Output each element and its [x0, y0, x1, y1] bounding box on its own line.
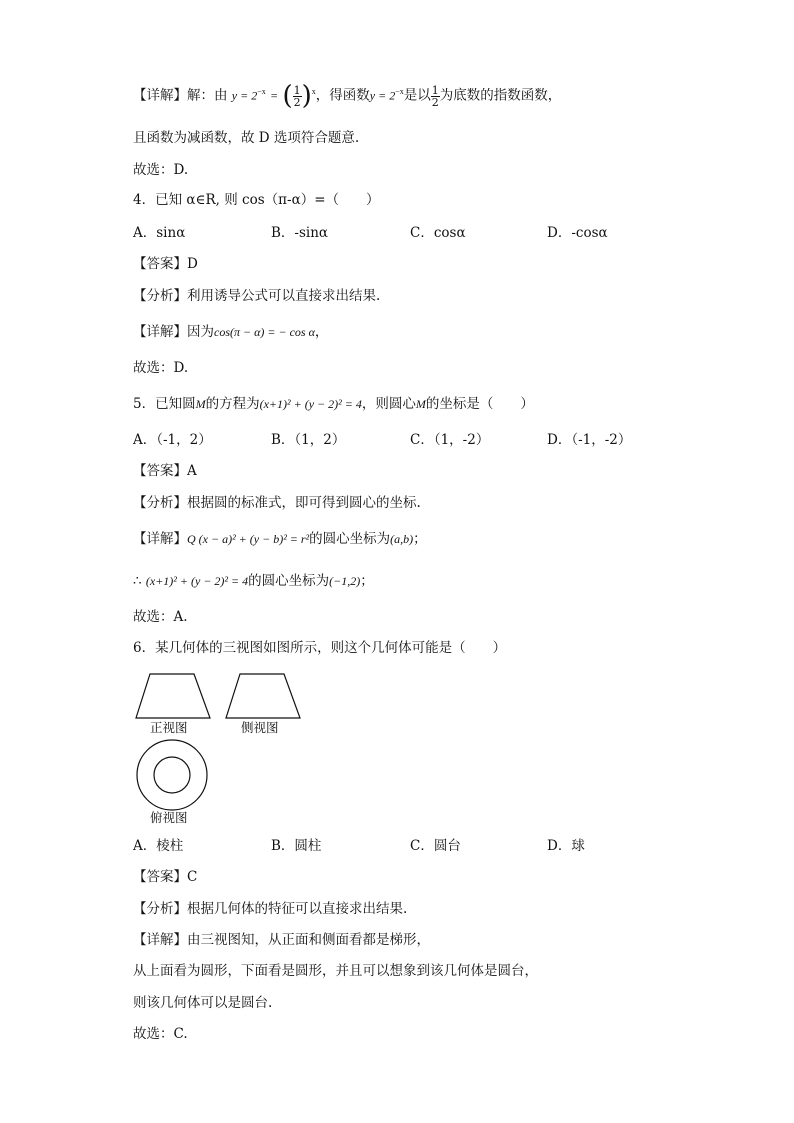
q5-line2-mid: 的圆心坐标为: [248, 573, 330, 589]
q4-detail-pre: 因为: [187, 324, 214, 340]
therefore-symbol: ∴: [133, 573, 142, 589]
q5-line2: [133, 571, 374, 591]
top-view-circles: [134, 738, 210, 812]
answer-tag: 【答案】: [133, 869, 187, 885]
q5-stem-math: (x+1)² + (y − 2)² = 4: [259, 397, 362, 411]
q5-line2-point: (−1,2): [329, 574, 361, 588]
q5-stem-mid2: ，则圆心: [361, 396, 416, 412]
q6-stem: 6．某几何体的三视图如图所示，则这个几何体可能是（ ）: [133, 640, 507, 656]
q5-option-d: D．（-1，-2）: [547, 432, 632, 448]
q5-stem-post: 的坐标是（ ）: [425, 396, 534, 412]
q4-option-c: C．cosα: [410, 225, 466, 241]
q4-analysis-text: 利用诱导公式可以直接求出结果.: [187, 288, 381, 304]
q3-outer-exp: x: [311, 87, 316, 96]
q5-stem-pre: 5．已知圆: [133, 396, 196, 412]
q5-detail: [133, 529, 427, 549]
q5-analysis: [133, 493, 421, 513]
q5-option-c: C．（1，-2）: [410, 432, 490, 448]
q4-stem: 4．已知 α∈R, 则 cos（π-α）=（ ）: [133, 192, 380, 208]
q3-exp2: −x: [395, 87, 404, 96]
detail-tag: 【详解】: [133, 932, 187, 948]
side-view-caption: 侧视图: [241, 720, 279, 735]
q3-eq2: y = 2: [369, 88, 396, 103]
q4-option-a: A．sinα: [133, 225, 186, 241]
answer-tag: 【答案】: [133, 256, 187, 272]
q5-detail-math: Q (x − a)² + (y − b)² = r²: [187, 532, 310, 546]
q6-answer: [133, 867, 197, 887]
q4-option-b: B．-sinα: [271, 225, 329, 241]
q6-option-c: C．圆台: [410, 838, 461, 854]
q5-stem-mid: 的方程为: [205, 396, 260, 412]
q4-answer: [133, 254, 198, 274]
q4-analysis: [133, 286, 380, 306]
q6-choose: 故选：C.: [133, 1026, 188, 1042]
q5-analysis-text: 根据圆的标准式，即可得到圆心的坐标.: [187, 495, 421, 511]
top-view-caption: 俯视图: [150, 810, 188, 825]
q3-mid2: 是以: [403, 87, 431, 104]
q5-detail-post: ；: [413, 531, 427, 547]
q6-option-a: A．棱柱: [133, 838, 184, 854]
q3-mid: ，得函数: [315, 87, 370, 104]
paren-left: (: [282, 81, 293, 111]
q6-analysis-text: 根据几何体的特征可以直接求出结果.: [187, 901, 408, 917]
q4-detail-post: ，: [314, 324, 329, 340]
detail-tag: 【详解】: [133, 531, 187, 547]
detail-tag: 【详解】: [133, 324, 187, 340]
q6-option-b: B．圆柱: [271, 838, 322, 854]
q3-eq: =: [270, 88, 279, 103]
answer-tag: 【答案】: [133, 463, 187, 479]
q6-detail3: 则该几何体可以是圆台.: [133, 995, 273, 1011]
q6-detail: [133, 930, 430, 950]
paren-right: ): [301, 81, 312, 111]
detail-tag: 【详解】: [133, 87, 187, 104]
side-view-trapezoid: [224, 672, 302, 720]
q3-lead: 解：由: [187, 87, 228, 104]
half-fraction-2: $\frac{1}{2}$: [431, 83, 439, 109]
q5-line2-math: (x+1)² + (y − 2)² = 4: [145, 574, 249, 588]
analysis-tag: 【分析】: [133, 288, 187, 304]
q4-option-d: D．-cosα: [547, 225, 608, 241]
q3-exp: −x: [257, 87, 266, 96]
q3-choose: 故选：D.: [133, 162, 189, 178]
q3-detail-line: [133, 81, 562, 111]
analysis-tag: 【分析】: [133, 495, 187, 511]
q6-detail2: 从上面看为圆形，下面看是圆形，并且可以想象到该几何体是圆台，: [133, 963, 538, 979]
q6-analysis: [133, 899, 407, 919]
q6-answer-value: C: [187, 869, 198, 885]
q4-detail-math: cos(π − α) = − cos α: [214, 325, 315, 339]
front-view-caption: 正视图: [150, 720, 188, 735]
q5-m2: M: [415, 397, 426, 411]
q3-tail: 为底数的指数函数，: [439, 87, 562, 104]
q5-line2-post: ；: [360, 573, 374, 589]
q3-eq-lhs: y = 2: [231, 88, 258, 103]
q4-choose: 故选：D.: [133, 360, 189, 376]
q5-answer: [133, 461, 197, 481]
q6-option-d: D．球: [547, 838, 585, 854]
half-fraction: $\frac{1}{2}$: [293, 83, 301, 109]
q4-detail: [133, 322, 328, 342]
front-view-trapezoid: [134, 672, 212, 720]
analysis-tag: 【分析】: [133, 901, 187, 917]
q5-stem: [133, 394, 534, 414]
q5-option-b: B．（1，2）: [271, 432, 346, 448]
q5-detail-mid: 的圆心坐标为: [309, 531, 391, 547]
q5-m: M: [195, 397, 206, 411]
q5-choose: 故选：A.: [133, 609, 188, 625]
q5-answer-value: A: [187, 463, 197, 479]
q5-detail-point: (a,b): [390, 532, 414, 546]
q4-answer-value: D: [187, 256, 198, 272]
q6-detail-text: 由三视图知，从正面和侧面看都是梯形，: [187, 932, 430, 948]
q5-option-a: A．（-1，2）: [133, 432, 212, 448]
q3-line2: 且函数为减函数，故 D 选项符合题意.: [133, 130, 360, 146]
